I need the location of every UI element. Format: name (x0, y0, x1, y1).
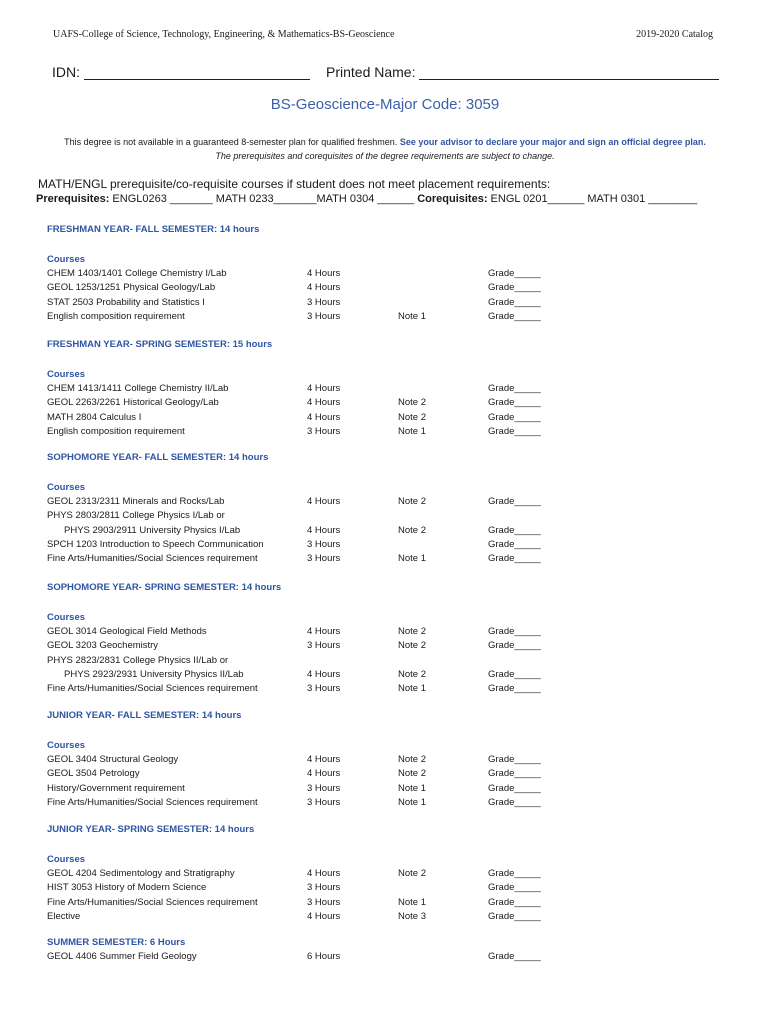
course-name: Fine Arts/Humanities/Social Sciences requirement (47, 896, 258, 908)
semester-block (47, 823, 747, 924)
prereq-text: ENGL0263 _______ MATH 0233_______MATH 0304 ______ (109, 193, 418, 205)
printed-name-field[interactable] (326, 64, 719, 80)
course-note: Note 2 (398, 868, 426, 879)
course-hours: 4 Hours (307, 626, 341, 637)
course-hours: 4 Hours (307, 282, 341, 294)
grade-field[interactable]: Grade_____ (488, 296, 541, 308)
disclaimer-line (0, 137, 770, 147)
grade-field[interactable]: Grade_____ (488, 668, 541, 680)
course-hours: 3 Hours (307, 683, 341, 695)
course-hours: 4 Hours (307, 668, 341, 680)
course-note: Note 2 (398, 411, 426, 423)
course-hours: 4 Hours (307, 754, 341, 765)
course-hours: 3 Hours (307, 310, 341, 322)
course-row (47, 867, 747, 881)
idn-field[interactable] (52, 64, 310, 80)
grade-field[interactable]: Grade_____ (488, 896, 541, 908)
grade-field[interactable]: Grade_____ (488, 282, 541, 294)
course-name: PHYS 2923/2931 University Physics II/Lab (64, 668, 244, 680)
course-row (47, 910, 747, 924)
printed-name-blank[interactable] (419, 65, 719, 80)
semester-title: FRESHMAN YEAR- FALL SEMESTER: 14 hours (47, 224, 260, 235)
course-row (47, 881, 747, 895)
course-row (47, 950, 747, 964)
grade-field[interactable]: Grade_____ (488, 796, 541, 808)
course-name: GEOL 3203 Geochemistry (47, 640, 159, 652)
course-note: Note 2 (398, 626, 426, 637)
course-row (47, 682, 747, 696)
course-name: English composition requirement (47, 425, 185, 437)
course-row (47, 382, 747, 396)
course-row (47, 668, 747, 682)
grade-field[interactable]: Grade_____ (488, 782, 541, 794)
course-note: Note 1 (398, 553, 426, 565)
grade-field[interactable]: Grade_____ (488, 868, 541, 879)
course-hours: 3 Hours (307, 782, 341, 794)
course-hours: 4 Hours (307, 383, 341, 394)
course-name: GEOL 2263/2261 Historical Geology/Lab (47, 397, 219, 409)
courses-heading: Courses (47, 740, 86, 751)
course-row (47, 425, 747, 439)
course-hours: 3 Hours (307, 896, 341, 908)
prereq-label: Prerequisites: (36, 193, 110, 205)
prereq-line (36, 193, 697, 205)
grade-field[interactable]: Grade_____ (488, 768, 541, 780)
course-row (47, 310, 747, 324)
course-hours: 3 Hours (307, 640, 341, 652)
semester-title: SOPHOMORE YEAR- FALL SEMESTER: 14 hours (47, 452, 269, 463)
grade-field[interactable]: Grade_____ (488, 310, 541, 322)
courses-heading: Courses (47, 854, 86, 865)
course-hours: 4 Hours (307, 496, 341, 507)
course-row (47, 552, 747, 566)
course-row (47, 538, 747, 552)
course-row (47, 281, 747, 295)
course-note: Note 2 (398, 496, 426, 507)
idn-label: IDN: (52, 64, 80, 80)
course-row (47, 796, 747, 810)
course-hours: 3 Hours (307, 882, 341, 894)
course-row (47, 896, 747, 910)
course-hours: 6 Hours (307, 951, 341, 962)
grade-field[interactable]: Grade_____ (488, 640, 541, 652)
grade-field[interactable]: Grade_____ (488, 524, 541, 536)
course-row (47, 411, 747, 425)
course-note: Note 1 (398, 425, 426, 437)
course-name: PHYS 2903/2911 University Physics I/Lab (64, 524, 241, 536)
grade-field[interactable]: Grade_____ (488, 683, 541, 695)
course-name: STAT 2503 Probability and Statistics I (47, 296, 205, 308)
grade-field[interactable]: Grade_____ (488, 397, 541, 409)
course-note: Note 2 (398, 524, 426, 536)
idn-blank[interactable] (84, 65, 310, 80)
course-row (47, 524, 747, 538)
course-row (47, 396, 747, 410)
course-note: Note 1 (398, 896, 426, 908)
course-row (47, 753, 747, 767)
course-note: Note 2 (398, 668, 426, 680)
course-row (47, 654, 747, 668)
course-name: SPCH 1203 Introduction to Speech Communication (47, 538, 264, 550)
course-note: Note 1 (398, 796, 426, 808)
course-note: Note 2 (398, 397, 426, 409)
course-name: History/Government requirement (47, 782, 185, 794)
grade-field[interactable]: Grade_____ (488, 496, 541, 507)
semester-title: SOPHOMORE YEAR- SPRING SEMESTER: 14 hours (47, 582, 282, 593)
semester-title: JUNIOR YEAR- SPRING SEMESTER: 14 hours (47, 824, 255, 835)
course-name: Fine Arts/Humanities/Social Sciences requirement (47, 553, 258, 565)
course-hours: 3 Hours (307, 425, 341, 437)
semester-block (47, 451, 747, 566)
course-row (47, 625, 747, 639)
course-note: Note 1 (398, 782, 426, 794)
semester-block (47, 581, 747, 696)
course-name: GEOL 4406 Summer Field Geology (47, 951, 197, 962)
course-name: CHEM 1413/1411 College Chemistry II/Lab (47, 383, 229, 394)
courses-heading: Courses (47, 482, 86, 493)
course-hours: 4 Hours (307, 268, 341, 279)
grade-field[interactable]: Grade_____ (488, 538, 541, 550)
major-title: BS-Geoscience-Major Code: 3059 (270, 96, 500, 113)
semester-title: FRESHMAN YEAR- SPRING SEMESTER: 15 hours (47, 339, 273, 350)
semester-block (47, 709, 747, 810)
course-row (47, 509, 747, 523)
header-college: UAFS-College of Science, Technology, Engineering, & Mathematics-BS-Geoscience (53, 29, 395, 40)
grade-field[interactable]: Grade_____ (488, 268, 541, 279)
course-hours: 3 Hours (307, 538, 341, 550)
course-name: GEOL 1253/1251 Physical Geology/Lab (47, 282, 216, 294)
course-row (47, 639, 747, 653)
course-note: Note 2 (398, 754, 426, 765)
course-name: GEOL 3014 Geological Field Methods (47, 626, 207, 637)
course-hours: 4 Hours (307, 524, 341, 536)
printed-name-label: Printed Name: (326, 64, 416, 80)
grade-field[interactable]: Grade_____ (488, 951, 541, 962)
grade-field[interactable]: Grade_____ (488, 383, 541, 394)
course-row (47, 296, 747, 310)
course-name: GEOL 3404 Structural Geology (47, 754, 179, 765)
course-hours: 4 Hours (307, 768, 341, 780)
course-name: Fine Arts/Humanities/Social Sciences requirement (47, 796, 258, 808)
course-hours: 3 Hours (307, 553, 341, 565)
disclaimer-bold: See your advisor to declare your major and sign an official degree plan. (399, 137, 706, 147)
course-row (47, 782, 747, 796)
coreq-label: Corequisites: (417, 193, 488, 205)
course-row (47, 767, 747, 781)
disclaimer-plain: This degree is not available in a guaranteed 8-semester plan for qualified freshmen. (64, 137, 398, 147)
header-catalog: 2019-2020 Catalog (636, 29, 713, 40)
math-engl-line: MATH/ENGL prerequisite/co-requisite courses if student does not meet placement requirements: (38, 177, 551, 191)
course-name: MATH 2804 Calculus I (47, 411, 142, 423)
course-note: Note 1 (398, 683, 426, 695)
course-hours: 4 Hours (307, 411, 341, 423)
course-note: Note 2 (398, 768, 426, 780)
course-hours: 3 Hours (307, 796, 341, 808)
course-name: HIST 3053 History of Modern Science (47, 882, 207, 894)
semester-block (47, 338, 747, 439)
semester-title: JUNIOR YEAR- FALL SEMESTER: 14 hours (47, 710, 242, 721)
summer-title: SUMMER SEMESTER: 6 Hours (47, 937, 186, 948)
course-name: GEOL 2313/2311 Minerals and Rocks/Lab (47, 496, 225, 507)
courses-heading: Courses (47, 612, 86, 623)
course-row (47, 495, 747, 509)
summer-semester (47, 936, 747, 964)
grade-field[interactable]: Grade_____ (488, 626, 541, 637)
course-hours: 4 Hours (307, 910, 341, 922)
courses-heading: Courses (47, 254, 86, 265)
course-row (47, 267, 747, 281)
semester-block (47, 223, 747, 324)
grade-field[interactable]: Grade_____ (488, 553, 541, 565)
course-name: GEOL 4204 Sedimentology and Stratigraphy (47, 868, 235, 879)
course-name: Elective (47, 910, 81, 922)
course-hours: 4 Hours (307, 868, 341, 879)
grade-field[interactable]: Grade_____ (488, 910, 541, 922)
disclaimer-italic: The prerequisites and corequisites of the degree requirements are subject to change. (215, 151, 555, 161)
courses-heading: Courses (47, 369, 86, 380)
course-name: Fine Arts/Humanities/Social Sciences requirement (47, 683, 258, 695)
course-note: Note 3 (398, 910, 426, 922)
course-name: PHYS 2803/2811 College Physics I/Lab or (47, 510, 225, 522)
course-name: English composition requirement (47, 310, 185, 322)
grade-field[interactable]: Grade_____ (488, 425, 541, 437)
course-hours: 4 Hours (307, 397, 341, 409)
course-name: GEOL 3504 Petrology (47, 768, 140, 780)
course-hours: 3 Hours (307, 296, 341, 308)
course-note: Note 1 (398, 310, 426, 322)
course-note: Note 2 (398, 640, 426, 652)
grade-field[interactable]: Grade_____ (488, 882, 541, 894)
course-name: PHYS 2823/2831 College Physics II/Lab or (47, 654, 229, 666)
grade-field[interactable]: Grade_____ (488, 411, 541, 423)
grade-field[interactable]: Grade_____ (488, 754, 541, 765)
course-name: CHEM 1403/1401 College Chemistry I/Lab (47, 268, 227, 279)
coreq-text: ENGL 0201______ MATH 0301 ________ (487, 193, 698, 205)
